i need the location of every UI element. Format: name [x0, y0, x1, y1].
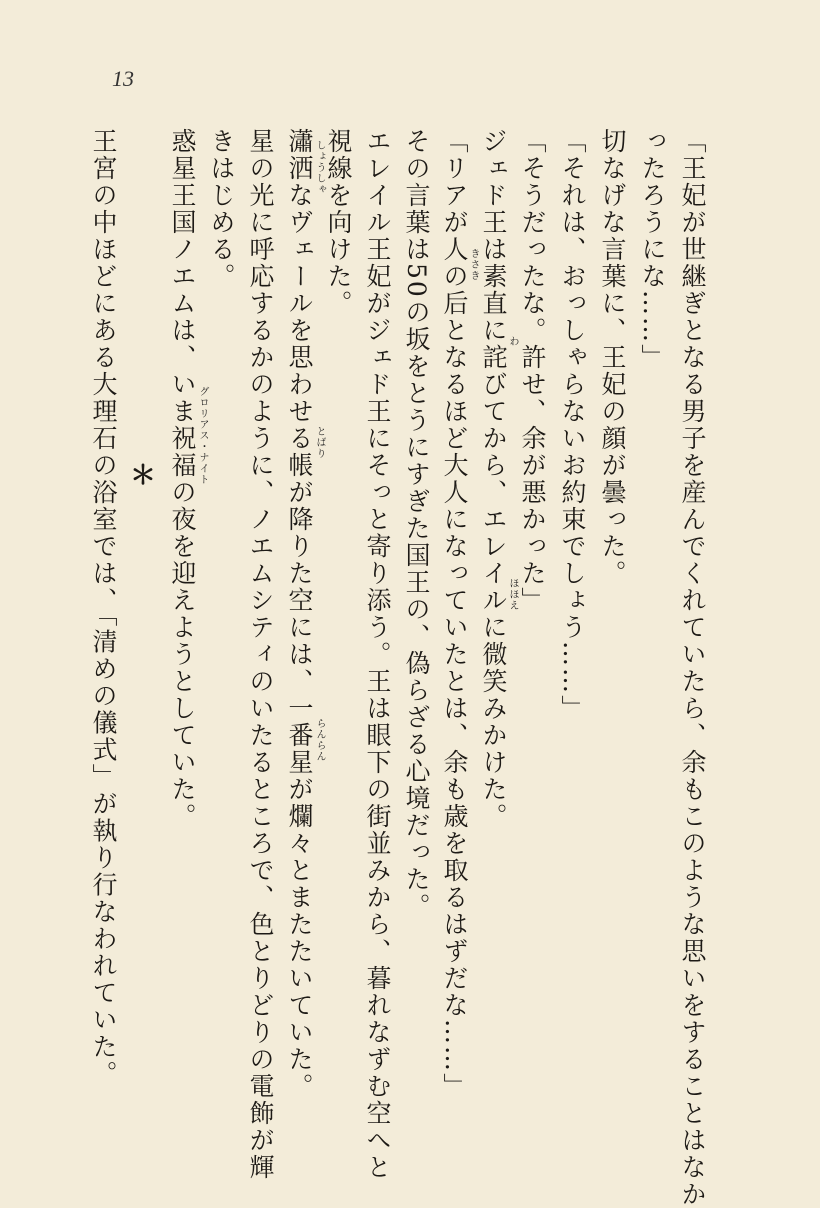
text-column: [240, 128, 280, 1181]
text-column: [279, 128, 319, 1128]
furigana: きさき: [468, 248, 479, 281]
furigana: わ: [507, 336, 518, 347]
text-column: [396, 128, 436, 1128]
text-column: [512, 128, 552, 1128]
text-column: [592, 128, 632, 1128]
text-column: [632, 128, 672, 1128]
furigana: とばり: [314, 426, 325, 459]
text-line: 星の光に呼応するかのように、ノエムシティのいたるところで、色とりどりの電飾が輝: [246, 128, 275, 1181]
text-column: [552, 128, 592, 1128]
text-column: [83, 128, 123, 1128]
text-line: 「王妃が世継ぎとなる男子を産んでくれていたら、余もこのような思いをすることはなか: [678, 128, 707, 1208]
text-line: 惑星王国ノエムは、いま祝福の夜を迎えようとしていた。: [168, 128, 197, 830]
text-column: [162, 128, 202, 1128]
text-line: 「リアが人の后となるほど大人になっていたとは、余も歳を取るはずだな……」: [440, 128, 469, 1100]
text-line: 「そうだったな。許せ、余が悪かった」: [518, 128, 547, 614]
text-line: ジェド王は素直に詫びてから、エレイルに微笑みかけた。: [479, 128, 508, 830]
text-line: 切なげな言葉に、王妃の顔が曇った。: [598, 128, 627, 587]
text-column: [357, 128, 397, 1181]
section-separator: ＊: [130, 461, 157, 491]
furigana: しょうしゃ: [314, 140, 325, 195]
text-column: [318, 128, 358, 1128]
text-line: エレイル王妃がジェド王にそっと寄り添う。王は眼下の街並みから、暮れなずむ空へと: [363, 128, 392, 1181]
text-line: 視線を向けた。: [324, 128, 353, 317]
text-line: 「それは、おっしゃらないお約束でしょう……」: [558, 128, 587, 722]
text-line: 王宮の中ほどにある大理石の浴室では、「清めの儀式」が執り行なわれていた。: [89, 128, 118, 1088]
text-column: [201, 128, 241, 1128]
text-line: 瀟洒なヴェールを思わせる帳が降りた空には、一番星が爛々とまたたいていた。: [285, 128, 314, 1100]
text-line: きはじめる。: [207, 128, 236, 290]
furigana: らんらん: [314, 718, 325, 762]
furigana: グロリアス・ナイト: [197, 386, 208, 485]
furigana: ほほえ: [507, 578, 518, 611]
page-number: 13: [112, 66, 134, 91]
text-column: [672, 128, 712, 1208]
text-line: ったろうにな……」: [638, 128, 667, 371]
text-line: その言葉は50の坂をとうにすぎた国王の、偽らざる心境だった。: [402, 128, 431, 920]
